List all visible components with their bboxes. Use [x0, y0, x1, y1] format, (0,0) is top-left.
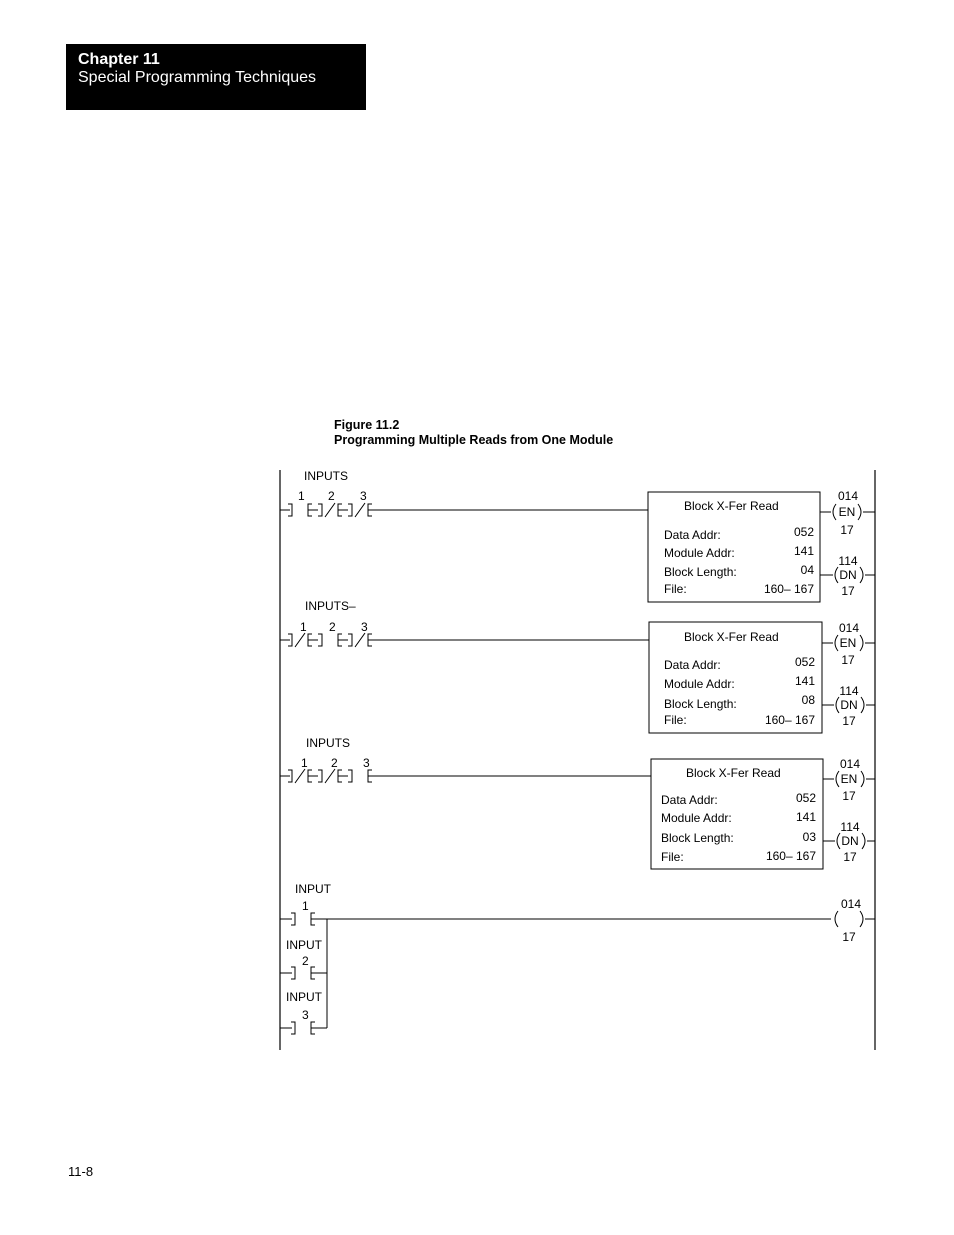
contact-2 [318, 756, 342, 783]
figure-title: Programming Multiple Reads from One Module [334, 433, 614, 447]
block-xfer-read-2 [649, 622, 822, 733]
rung-2-label: INPUTS– [305, 599, 356, 613]
field-value: 141 [793, 544, 814, 558]
contact-num: 2 [329, 620, 336, 634]
branch-3-label: INPUT [286, 990, 322, 1004]
contact-num: 1 [298, 489, 305, 503]
coil-tag: DN [841, 834, 859, 848]
coil-addr: 014 [839, 757, 861, 771]
contact-1 [288, 756, 312, 783]
contact-num: 1 [300, 620, 307, 634]
contact-3 [348, 620, 372, 647]
coil-bit: 17 [841, 584, 855, 598]
field-value: 160– 167 [765, 849, 816, 863]
rung-1 [280, 469, 875, 602]
contact-num: 2 [328, 489, 335, 503]
branch-2-num: 2 [302, 954, 309, 968]
field-label: Block Length: [664, 565, 737, 579]
field-label: Module Addr: [664, 677, 735, 691]
coil-addr: 014 [837, 489, 859, 503]
contact-num: 3 [360, 489, 367, 503]
coil-bit: 17 [842, 714, 856, 728]
block-title: Block X-Fer Read [686, 766, 781, 780]
field-label: File: [664, 713, 687, 727]
branch-2-label: INPUT [286, 938, 322, 952]
rung-2 [280, 599, 875, 733]
field-value: 141 [795, 810, 816, 824]
contact-num: 2 [331, 756, 338, 770]
contact-num: 3 [363, 756, 370, 770]
field-value: 04 [800, 563, 814, 577]
output-coil-en [823, 757, 875, 803]
output-coil-dn [820, 554, 875, 598]
field-label: Module Addr: [664, 546, 735, 560]
field-label: File: [664, 582, 687, 596]
coil-addr: 114 [840, 820, 860, 834]
branch-1-num: 1 [302, 899, 309, 913]
page-number: 11-8 [68, 1164, 94, 1179]
block-title: Block X-Fer Read [684, 499, 779, 513]
branch-3-num: 3 [302, 1008, 309, 1022]
coil-bit: 17 [842, 930, 856, 944]
output-coil-en [820, 489, 875, 537]
field-value: 052 [793, 525, 814, 539]
coil-tag: EN [838, 505, 856, 519]
field-value: 052 [795, 791, 816, 805]
coil-bit: 17 [840, 523, 854, 537]
output-coil-dn [822, 684, 875, 728]
contact-3 [348, 756, 372, 782]
rung-4 [280, 882, 875, 1034]
coil-bit: 17 [843, 850, 857, 864]
contact-1 [288, 620, 312, 647]
chapter-number: Chapter 11 [78, 51, 160, 68]
coil-addr: 114 [839, 684, 859, 698]
chapter-subtitle: Special Programming Techniques [78, 69, 317, 86]
coil-bit: 17 [841, 653, 855, 667]
rung-1-label: INPUTS [304, 469, 349, 483]
coil-bit: 17 [842, 789, 856, 803]
coil-addr: 014 [838, 621, 860, 635]
contact-num: 1 [301, 756, 308, 770]
coil-addr: 114 [838, 554, 858, 568]
field-value: 141 [794, 674, 815, 688]
output-coil-014 [835, 897, 875, 944]
field-label: Block Length: [664, 697, 737, 711]
field-value: 160– 167 [763, 582, 814, 596]
contact-2 [318, 489, 342, 517]
output-coil-en [822, 621, 875, 667]
block-xfer-read-3 [651, 759, 823, 869]
contact-2 [318, 620, 342, 646]
field-value: 052 [794, 655, 815, 669]
rung-3 [280, 736, 875, 869]
contact-1 [288, 489, 312, 516]
field-label: Data Addr: [661, 793, 718, 807]
field-label: Data Addr: [664, 528, 721, 542]
field-label: File: [661, 850, 684, 864]
coil-tag: DN [840, 698, 858, 712]
output-coil-dn [823, 820, 875, 864]
rung-3-label: INPUTS [306, 736, 351, 750]
branch-1-label: INPUT [295, 882, 331, 896]
coil-tag: EN [839, 636, 857, 650]
field-label: Module Addr: [661, 811, 732, 825]
field-value: 03 [802, 830, 816, 844]
coil-tag: EN [840, 772, 858, 786]
field-value: 160– 167 [764, 713, 815, 727]
figure-number: Figure 11.2 [334, 418, 400, 432]
coil-addr: 014 [840, 897, 862, 911]
field-label: Data Addr: [664, 658, 721, 672]
contact-3 [348, 489, 372, 517]
field-label: Block Length: [661, 831, 734, 845]
contact-num: 3 [361, 620, 368, 634]
coil-tag: DN [839, 568, 857, 582]
block-title: Block X-Fer Read [684, 630, 779, 644]
field-value: 08 [801, 693, 815, 707]
block-xfer-read-1 [648, 492, 820, 602]
